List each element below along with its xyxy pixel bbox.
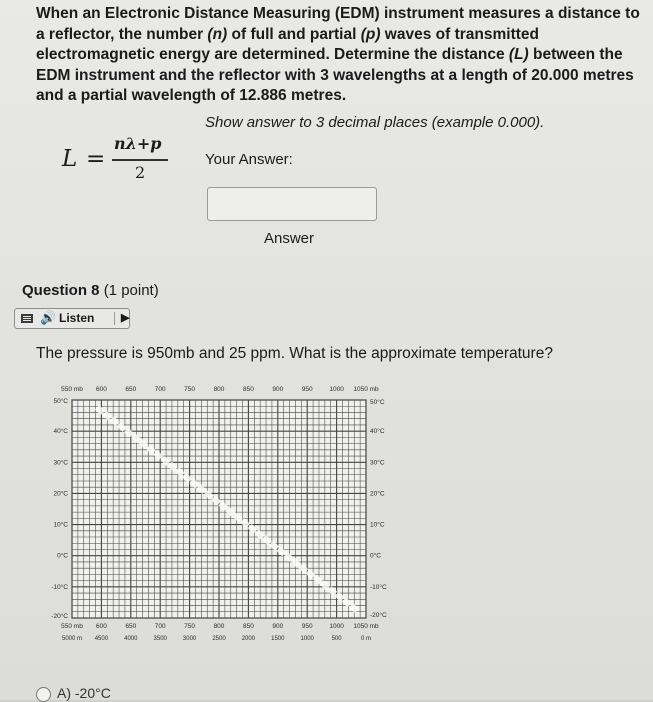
question-8-points: (1 point) [103, 282, 159, 299]
left-axis-tick-label: -20°C [51, 613, 68, 620]
distance-formula [62, 134, 182, 186]
right-axis-tick-label: 0°C [370, 552, 381, 560]
right-axis-tick-label: 20°C [370, 490, 385, 498]
bottom-axis-mb-label: 1050 mb [353, 623, 379, 630]
bottom-axis-m-label: 0 m [360, 636, 372, 642]
bottom-axis-m-label: 2000 [241, 636, 256, 642]
right-axis-tick-label: 10°C [370, 521, 385, 529]
answer-input[interactable] [207, 187, 377, 221]
formula-fraction-bar [112, 159, 168, 161]
formula-equals: = [86, 146, 106, 172]
question-8-number: Question 8 [22, 282, 100, 299]
menu-icon [21, 314, 33, 323]
formula-denominator: 2 [135, 163, 146, 182]
bottom-axis-m-label: 5000 m [61, 636, 83, 642]
left-axis-tick-label: -10°C [51, 583, 68, 591]
bottom-axis-mb-label: 700 [154, 623, 166, 630]
top-axis-tick-label: 950 [301, 386, 313, 393]
right-axis-tick-label: -20°C [370, 612, 387, 619]
bottom-axis-mb-label: 900 [272, 623, 284, 630]
pressure-temperature-chart [28, 378, 428, 676]
speaker-icon: 🔊 [40, 310, 57, 325]
bottom-axis-m-label: 2500 [212, 636, 226, 642]
top-axis-tick-label: 700 [154, 386, 166, 393]
right-axis-tick-label: 50°C [370, 399, 385, 406]
bottom-axis-mb-label: 650 [125, 623, 137, 630]
option-a-label: A) -20°C [57, 685, 111, 701]
top-axis-tick-label: 1050 mb [353, 386, 379, 393]
bottom-axis-m-label: 4500 [94, 636, 109, 642]
bottom-axis-mb-label: 850 [242, 623, 254, 630]
bottom-axis-m-label: 3000 [182, 636, 197, 642]
your-answer-label: Your Answer: [205, 151, 293, 168]
play-icon[interactable]: ▶ [121, 312, 130, 324]
question-8-title [22, 282, 159, 299]
top-axis-tick-label: 750 [184, 386, 196, 393]
bottom-axis-mb-label: 800 [213, 623, 225, 630]
top-axis-tick-label: 650 [125, 386, 137, 393]
bottom-axis-m-label: 1500 [271, 636, 285, 642]
question-8-text: The pressure is 950mb and 25 ppm. What is the approximate temperature? [36, 345, 553, 362]
left-axis-tick-label: 20°C [53, 490, 68, 498]
left-axis-tick-label: 50°C [53, 398, 68, 405]
option-a[interactable] [36, 685, 111, 702]
answer-instruction: Show answer to 3 decimal places (example 0.000). [205, 114, 545, 131]
left-axis-tick-label: 40°C [53, 428, 68, 436]
formula-lhs: L [62, 146, 78, 172]
right-axis-tick-label: 40°C [370, 428, 385, 436]
left-axis-tick-label: 30°C [53, 459, 68, 467]
bottom-axis-m-label: 500 [331, 636, 342, 642]
left-axis-tick-label: 10°C [53, 521, 68, 529]
listen-label: Listen [59, 311, 95, 325]
listen-divider [114, 312, 115, 325]
bottom-axis-mb-label: 750 [184, 623, 196, 630]
bottom-axis-mb-label: 600 [95, 623, 107, 630]
bottom-axis-m-label: 1000 [300, 636, 314, 642]
bottom-axis-mb-label: 950 [301, 623, 313, 630]
answer-button[interactable]: Answer [258, 228, 320, 249]
right-axis-tick-label: -10°C [370, 583, 387, 591]
bottom-axis-m-label: 3500 [153, 636, 167, 642]
top-axis-tick-label: 1000 [329, 386, 344, 393]
listen-button[interactable] [14, 308, 130, 329]
top-axis-tick-label: 550 mb [61, 386, 83, 393]
question-7-text: When an Electronic Distance Measuring (EDM) instrument measures a distance to a reflector, the number (n) of full and partial (p) waves of transmitted electromagnetic energy are determined. Determine the distance (L) between the EDM instrument and the reflector with 3 wavelengths at a length of 20.000 metres and a partial wavelength of 12.886 metres. [36, 5, 640, 104]
left-axis-tick-label: 0°C [57, 552, 68, 560]
bottom-axis-mb-label: 1000 [329, 623, 344, 630]
top-axis-tick-label: 850 [242, 386, 254, 393]
bottom-axis-mb-label: 550 mb [61, 623, 83, 630]
formula-numerator: nλ+p [114, 134, 162, 153]
top-axis-tick-label: 600 [95, 386, 107, 393]
bottom-axis-m-label: 4000 [124, 636, 138, 642]
chart-svg [28, 378, 428, 676]
right-axis-tick-label: 30°C [370, 459, 385, 467]
top-axis-tick-label: 800 [213, 386, 225, 393]
top-axis-tick-label: 900 [272, 386, 284, 393]
